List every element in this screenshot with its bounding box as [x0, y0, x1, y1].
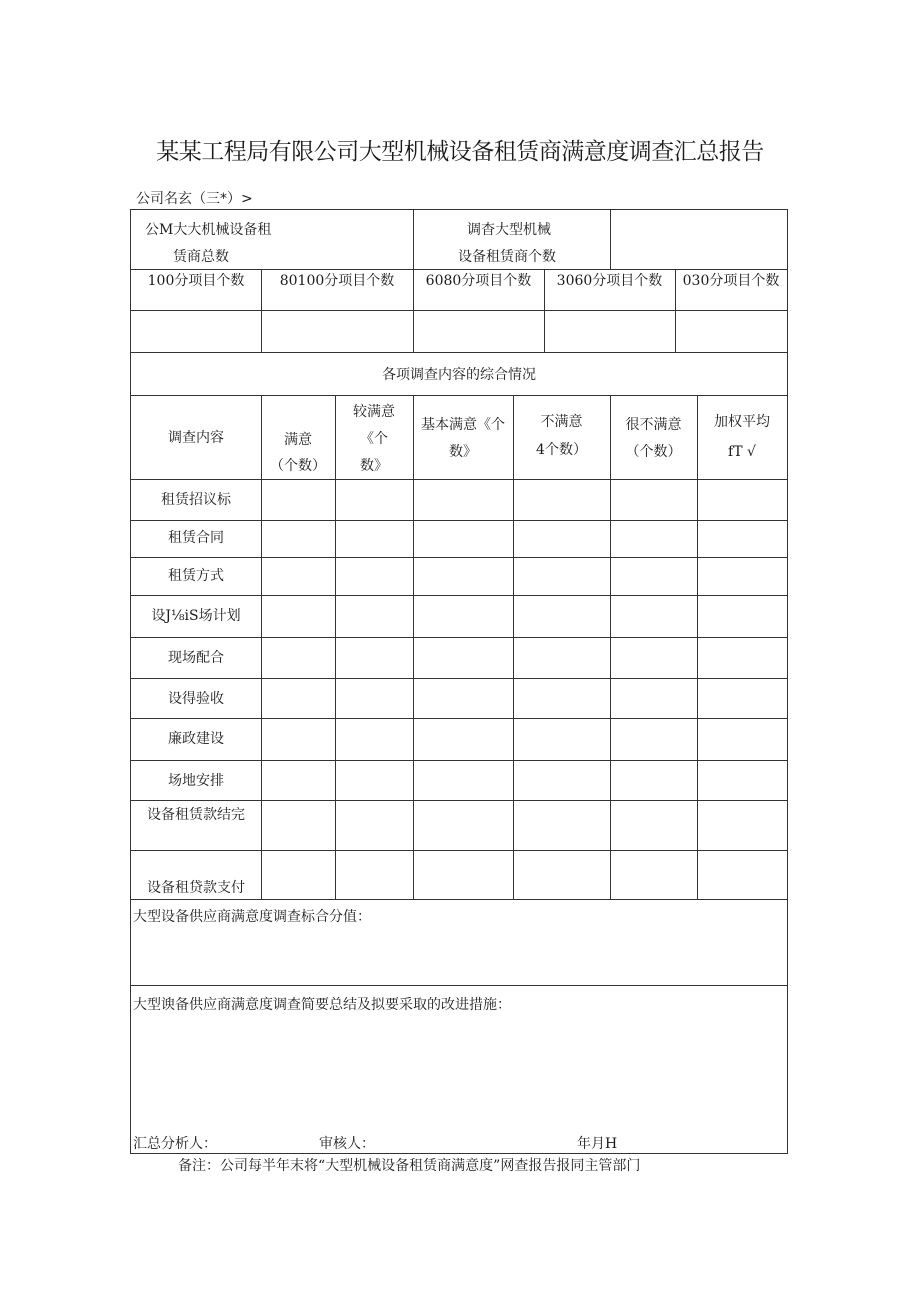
row-label-method: 租赁方式 [168, 568, 224, 584]
row-label-contract: 租赁合同 [168, 530, 224, 546]
date-label: 年月H [577, 1136, 618, 1152]
col-basic-satisfied: 基本满意《个 [421, 417, 505, 433]
col-fairly-satisfied: 较满意 [353, 404, 395, 420]
score-band-0-30: 030分项目个数 [682, 273, 780, 289]
score-band-100: 100分项目个数 [147, 273, 245, 289]
row-label-integrity: 廉政建设 [168, 731, 224, 747]
col-survey-content: 调查内容 [168, 430, 224, 446]
page-title: 某某工程局有限公司大型机械设备租赁商满意度调查汇总报告 [156, 139, 764, 165]
score-band-30-60: 3060分项目个数 [556, 273, 663, 289]
surveyed-suppliers-label-line1: 调杳大型机械 [467, 222, 551, 238]
footnote: 备注：公司每半年末将“大型机械设备租赁商满意度”网查报告报同主管部门 [178, 1158, 641, 1174]
row-label-bidding: 租赁招议标 [161, 492, 231, 508]
col-fairly-satisfied-unit2: 数》 [360, 458, 388, 474]
score-band-80-100: 80100分项目个数 [279, 273, 395, 289]
row-label-payment-settled: 设备租赁款结完 [147, 807, 245, 823]
score-band-60-80: 6080分项目个数 [425, 273, 532, 289]
survey-table [130, 209, 788, 1154]
col-very-unsatisfied: 很不满意 [625, 417, 682, 433]
col-fairly-satisfied-unit1: 《个 [360, 431, 388, 447]
col-very-unsatisfied-unit: （个数） [625, 444, 682, 460]
surveyed-suppliers-label-line2: 设备租赁商个数 [458, 249, 556, 265]
section-title: 各项调查内容的综合情况 [382, 367, 536, 383]
total-suppliers-label-line1: 公M大大机械设备租 [145, 222, 272, 238]
col-weighted-average-mark: fT √ [728, 444, 756, 460]
col-unsatisfied: 不满意 [540, 414, 583, 430]
row-label-site-coordination: 现场配合 [168, 650, 224, 666]
summary-label: 大型谀备供应商满意度调查简要总结及拟要采取的改进措施： [133, 997, 511, 1013]
composite-score-label: 大型设备供应商满意度调查标合分值： [133, 909, 371, 925]
col-basic-satisfied-unit: 数》 [449, 444, 477, 460]
col-unsatisfied-unit: 4个数） [536, 442, 587, 458]
company-name-label: 公司名玄（三*）> [136, 191, 253, 207]
total-suppliers-label-line2: 赁商总数 [173, 249, 229, 265]
row-label-site-arrangement: 场地安排 [168, 773, 224, 789]
col-satisfied-unit: （个数） [270, 458, 326, 474]
reviewer-label: 审核人： [319, 1136, 375, 1152]
row-label-payment: 设备租贷款支付 [147, 880, 245, 896]
analyst-label: 汇总分析人： [133, 1136, 217, 1152]
row-label-acceptance: 设得验收 [168, 691, 224, 707]
row-label-site-plan: 设J⅛iS场计划 [151, 608, 241, 624]
col-weighted-average: 加权平均 [714, 414, 770, 430]
surveyed-suppliers-value[interactable] [611, 210, 787, 269]
col-satisfied: 满意 [284, 432, 312, 448]
